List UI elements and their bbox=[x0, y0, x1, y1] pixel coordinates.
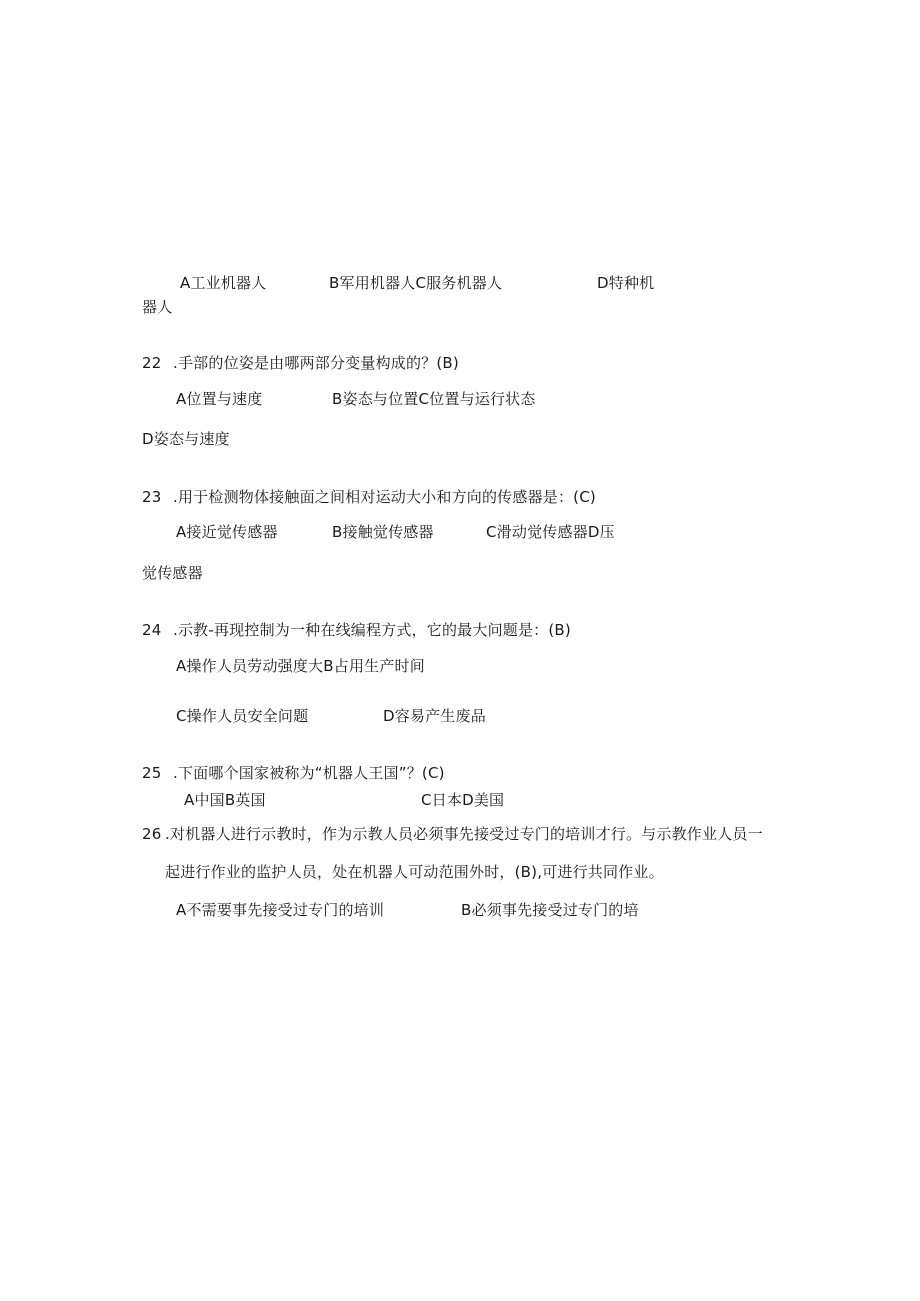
q23-option-d-continued: 觉传感器 bbox=[142, 564, 203, 582]
q25-option-cd: C日本D美国 bbox=[421, 791, 505, 809]
q26-number: 26 bbox=[142, 825, 162, 843]
q26-stem-line1: .对机器人进行示教时，作为示教人员必须事先接受过专门的培训才行。与示教作业人员一 bbox=[165, 825, 763, 843]
q25-option-ab: A中国B英国 bbox=[184, 791, 266, 809]
q25-stem: .下面哪个国家被称为“机器人王国”？(C) bbox=[173, 764, 445, 782]
q24-option-d: D容易产生废品 bbox=[383, 707, 486, 725]
q23-option-a: A接近觉传感器 bbox=[176, 523, 278, 541]
q22-stem: .手部的位姿是由哪两部分变量构成的？(B) bbox=[173, 354, 459, 372]
q25-number: 25 bbox=[142, 764, 162, 782]
q21-option-d: D特种机 bbox=[597, 274, 655, 292]
q24-stem: .示教-再现控制为一种在线编程方式，它的最大问题是：(B) bbox=[173, 621, 571, 639]
q23-number: 23 bbox=[142, 488, 162, 506]
q21-option-d-continued: 器人 bbox=[142, 298, 173, 316]
q21-option-a: A工业机器人 bbox=[180, 274, 267, 292]
q22-option-bc: B姿态与位置C位置与运行状态 bbox=[332, 390, 536, 408]
q26-stem-line2: 起进行作业的监护人员，处在机器人可动范围外时，(B),可进行共同作业。 bbox=[165, 863, 664, 881]
q26-option-b: B必须事先接受过专门的培 bbox=[461, 901, 639, 919]
q22-option-d: D姿态与速度 bbox=[142, 430, 230, 448]
q22-option-a: A位置与速度 bbox=[176, 390, 263, 408]
q21-option-bc: B军用机器人C服务机器人 bbox=[329, 274, 503, 292]
q24-number: 24 bbox=[142, 621, 162, 639]
q23-option-b: B接触觉传感器 bbox=[332, 523, 434, 541]
q22-number: 22 bbox=[142, 354, 162, 372]
q24-option-ab: A操作人员劳动强度大B占用生产时间 bbox=[176, 657, 425, 675]
q23-option-cd: C滑动觉传感器D压 bbox=[486, 523, 615, 541]
q26-option-a: A不需要事先接受过专门的培训 bbox=[176, 901, 385, 919]
q24-option-c: C操作人员安全问题 bbox=[176, 707, 309, 725]
q23-stem: .用于检测物体接触面之间相对运动大小和方向的传感器是：(C) bbox=[173, 488, 596, 506]
